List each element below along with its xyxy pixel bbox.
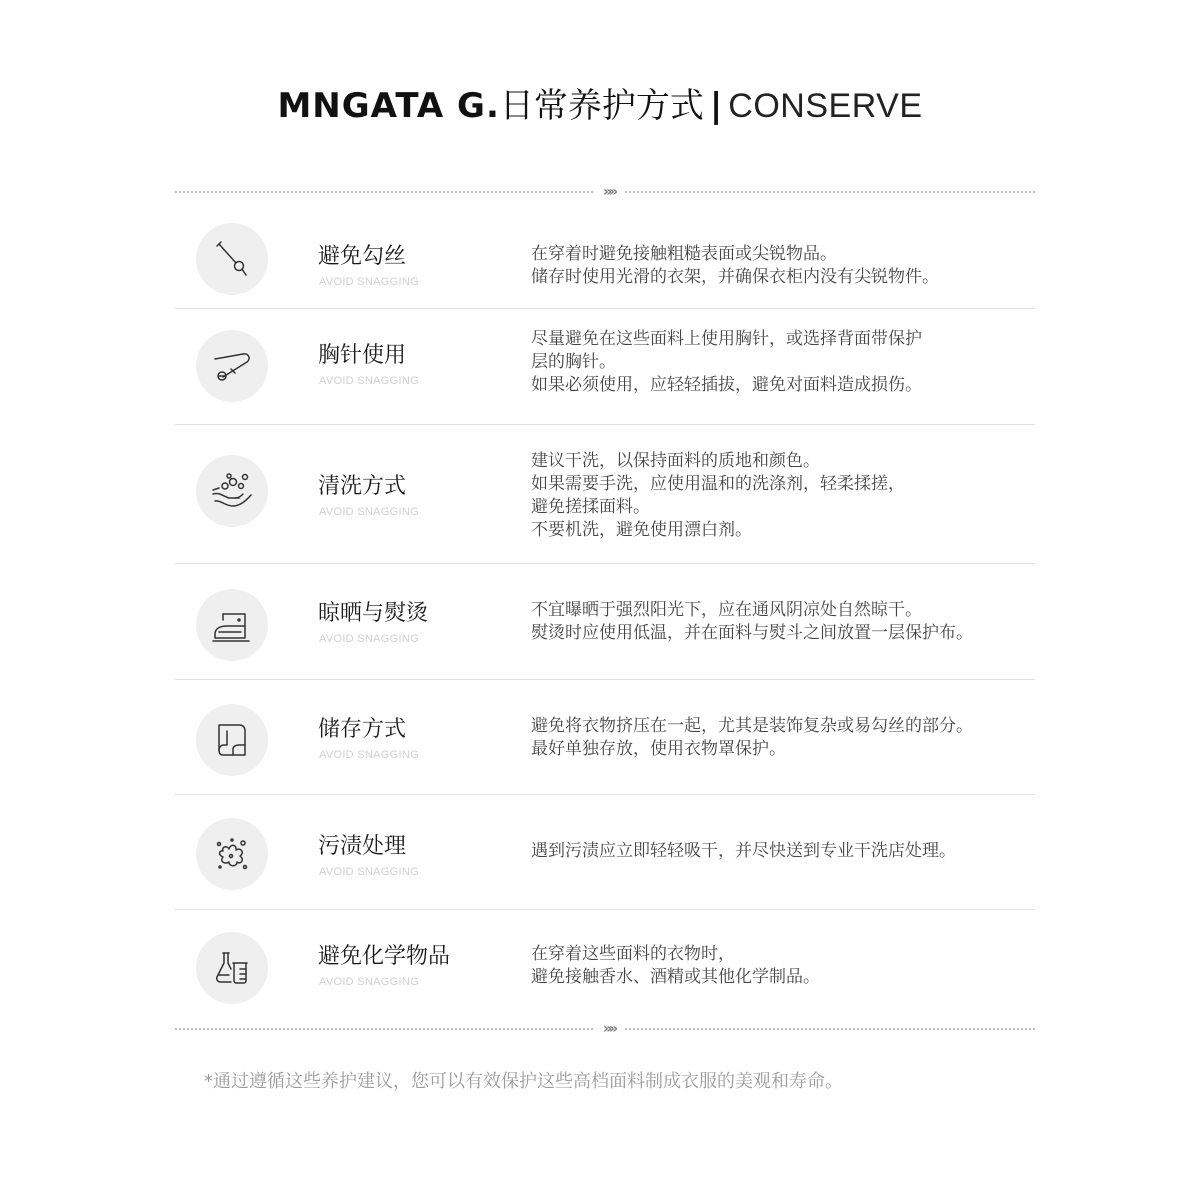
item-description (531, 243, 1031, 289)
item-title: 清洗方式 (318, 474, 407, 499)
description-line: 最好单独存放，使用衣物罩保护。 (531, 739, 786, 759)
item-description (531, 840, 1031, 863)
chevrons-icon: »» (602, 1021, 616, 1037)
care-item-storage (175, 680, 1035, 795)
footnote: *通过遵循这些养护建议，您可以有效保护这些高档面料制成衣服的美观和寿命。 (204, 1071, 843, 1092)
description-line: 如果需要手洗，应使用温和的洗涤剂，轻柔揉搓， (531, 474, 905, 494)
stain-icon (196, 818, 268, 890)
item-title: 胸针使用 (318, 343, 407, 368)
description-line: 避免搓揉面料。 (531, 497, 650, 517)
folded-cloth-icon (196, 704, 268, 776)
chemical-flask-icon (196, 932, 268, 1004)
description-line: 不宜曝晒于强烈阳光下，应在通风阴凉处自然晾干。 (531, 600, 922, 620)
description-line: 避免将衣物挤压在一起，尤其是装饰复杂或易勾丝的部分。 (531, 716, 973, 736)
hand-wash-icon (196, 455, 268, 527)
item-description (531, 943, 1031, 989)
item-subtitle: AVOID SNAGGING (319, 276, 419, 288)
item-title: 避免勾丝 (318, 244, 407, 269)
title-cn: 日常养护方式 (499, 86, 704, 126)
item-description (531, 599, 1031, 645)
item-description (531, 328, 1031, 397)
care-item-washing (175, 425, 1035, 564)
item-subtitle: AVOID SNAGGING (319, 375, 419, 387)
item-title: 晾晒与熨烫 (318, 601, 429, 626)
description-line: 建议干洗，以保持面料的质地和颜色。 (531, 451, 820, 471)
brand-name: MNGATA G. (277, 86, 500, 126)
description-line: 不要机洗，避免使用漂白剂。 (531, 520, 752, 540)
item-subtitle: AVOID SNAGGING (319, 506, 419, 518)
care-item-brooch (175, 309, 1035, 425)
chevrons-icon: »» (602, 184, 616, 200)
item-subtitle: AVOID SNAGGING (319, 866, 419, 878)
iron-icon (196, 589, 268, 661)
item-title: 避免化学物品 (318, 944, 451, 969)
description-line: 在穿着这些面料的衣物时， (531, 944, 735, 964)
care-item-snagging (175, 198, 1035, 309)
safety-pin-icon (196, 330, 268, 402)
care-item-stain (175, 795, 1035, 910)
title-en: CONSERVE (728, 87, 923, 125)
description-line: 层的胸针。 (531, 352, 616, 372)
description-line: 尽量避免在这些面料上使用胸针，或选择背面带保护 (531, 329, 922, 349)
description-line: 在穿着时避免接触粗糙表面或尖锐物品。 (531, 244, 837, 264)
needle-icon (196, 223, 268, 295)
item-title: 污渍处理 (318, 834, 407, 859)
bottom-divider (175, 1023, 1035, 1035)
title-separator: | (709, 86, 723, 126)
description-line: 遇到污渍应立即轻轻吸干，并尽快送到专业干洗店处理。 (531, 841, 956, 861)
item-description (531, 450, 1031, 542)
item-description (531, 715, 1031, 761)
item-title: 储存方式 (318, 717, 407, 742)
top-divider (175, 186, 1035, 198)
description-line: 储存时使用光滑的衣架，并确保衣柜内没有尖锐物件。 (531, 267, 939, 287)
item-subtitle: AVOID SNAGGING (319, 749, 419, 761)
item-subtitle: AVOID SNAGGING (319, 633, 419, 645)
care-item-drying-ironing (175, 564, 1035, 680)
item-subtitle: AVOID SNAGGING (319, 976, 419, 988)
description-line: 避免接触香水、酒精或其他化学制品。 (531, 967, 820, 987)
page-title (0, 84, 1200, 128)
description-line: 如果必须使用，应轻轻插拔，避免对面料造成损伤。 (531, 375, 922, 395)
description-line: 熨烫时应使用低温，并在面料与熨斗之间放置一层保护布。 (531, 623, 973, 643)
care-item-chemicals (175, 910, 1035, 1022)
